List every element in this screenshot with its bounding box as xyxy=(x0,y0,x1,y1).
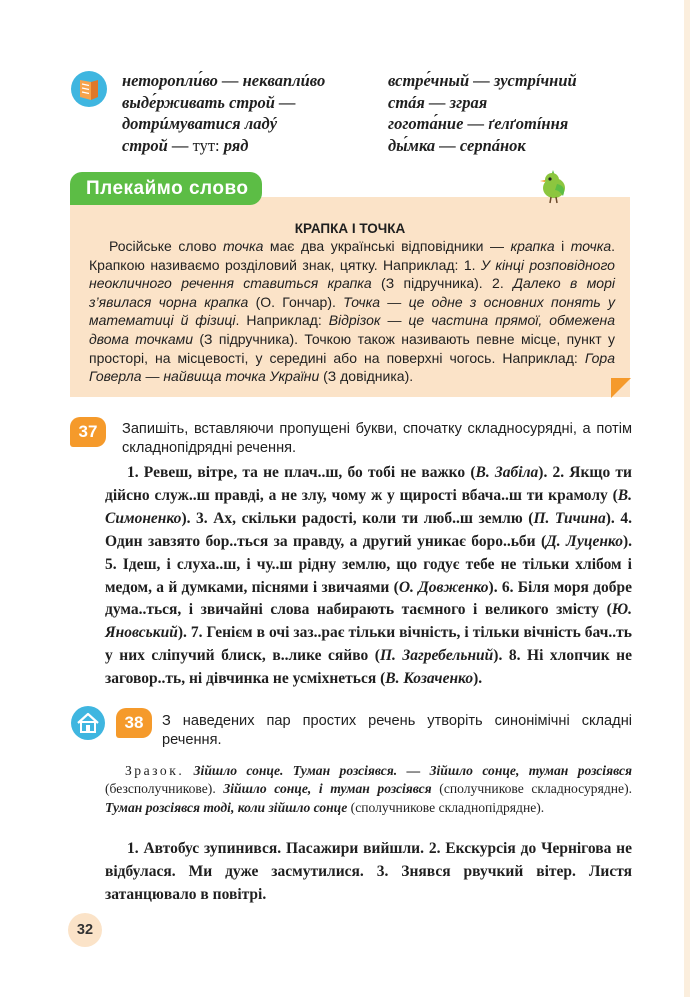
text-run: (З довідника). xyxy=(319,368,414,385)
sample-sentence: Зійшло сонце, і туман розсіявся xyxy=(223,781,432,797)
vocab-ru: строй xyxy=(122,135,168,155)
plekaimo-slovo-title: КРАПКА І ТОЧКА xyxy=(294,221,406,236)
sample-sentence: Зійшло сонце. Туман розсіявся. — Зійшло сонце, туман розсіявся xyxy=(193,763,633,778)
vocab-uk: зграя xyxy=(449,92,488,112)
corner-fold-icon xyxy=(611,378,631,398)
text-run: . Наприклад: xyxy=(235,312,329,329)
sentence: ). 2. Якщо ти дійсно служ..ш правді, а не злу, чому ж у щирості вбача..ш ти крамолу ( xyxy=(105,464,632,504)
italic-term: крапка xyxy=(510,238,555,254)
vocab-sep: — xyxy=(469,71,494,90)
vocab-row xyxy=(388,113,577,135)
vocab-row xyxy=(122,135,325,157)
sentence: ). 5. Ідеш, і слуха..ш, і чу..ш рідну землю, що годує тебе не тільки хлібом і медом, а й думками, піснями і звичаями ( xyxy=(105,532,632,596)
vocab-sep: — xyxy=(167,135,193,155)
sentence: ). 6. Біля моря добре дума..ться, і звичайні слова набирають таємного і великого змісту ( xyxy=(105,578,633,619)
vocab-uk: зустрíчний xyxy=(493,71,577,90)
italic-example: Точка — це одне з основних понять у математиці й фізиці xyxy=(89,293,615,329)
vocab-row xyxy=(122,70,325,92)
vocab-sep: — xyxy=(435,135,460,155)
author: В. Симоненко xyxy=(105,486,632,527)
italic-term: точка xyxy=(223,238,264,254)
text-run: (О. Гончар). xyxy=(248,293,344,310)
vocabulary-right-column xyxy=(388,70,577,156)
vocab-sep: — xyxy=(217,71,243,90)
vocab-sep: — xyxy=(463,114,489,133)
vocab-uk: дотрúмуватися ладý xyxy=(122,114,278,133)
sample-note: (сполучникове складнопідрядне). xyxy=(347,799,545,815)
page-edge-strip xyxy=(684,0,690,997)
text-run: і xyxy=(554,238,571,254)
italic-example: Далеко в морі з’явилася чорна крапка xyxy=(89,275,615,310)
italic-example: У кінці розповідного неокличного речення ставиться крапка xyxy=(89,256,615,292)
author: Д. Луценко xyxy=(546,532,623,550)
author: П. Тичина xyxy=(533,509,606,527)
text-run: має два українські відповідники — xyxy=(263,238,511,254)
sentence: ). 8. Ні хлопчик не заговор..ть, ні дівчинка не усміхнеться ( xyxy=(105,647,632,688)
sentence: ). 3. Ах, скільки радості, коли ти люб..ш землю ( xyxy=(181,509,534,527)
sample-note: (сполучникове складносурядне). xyxy=(431,781,633,797)
author: П. Загребельний xyxy=(379,647,494,665)
italic-example: Відрізок — це частина прямої, обмежена двома точками xyxy=(89,312,615,347)
vocab-row xyxy=(122,113,325,135)
bird-icon xyxy=(533,166,573,206)
vocab-sep: — xyxy=(424,92,450,112)
vocab-ru: стáя xyxy=(388,92,425,112)
author: В. Забіла xyxy=(475,464,539,481)
exercise-38-task: З наведених пар простих речень утворіть синонімічні складні речення. xyxy=(162,713,632,748)
vocab-row xyxy=(388,70,577,92)
exercise-37-task: Запишіть, вставляючи пропущені букви, спочатку складносурядні, а потім складнопідрядні речення. xyxy=(122,421,632,456)
author: О. Довженко xyxy=(398,578,489,596)
vocab-uk: ґелґотíння xyxy=(488,114,569,133)
text-run: . Крапкою називаємо розділовий знак, цятку. Наприклад: 1. xyxy=(89,238,615,273)
author: Ю. Яновський xyxy=(105,601,632,642)
exercise-37-badge: 37 xyxy=(70,417,106,447)
vocabulary-left-column xyxy=(122,70,325,156)
sentence: ). xyxy=(473,670,483,688)
plekaimo-slovo-heading: Плекаймо слово xyxy=(70,172,262,205)
home-task-icon xyxy=(70,705,106,741)
vocab-ru: встре́чный xyxy=(388,71,470,90)
vocab-ru: неторопли́во xyxy=(122,71,218,90)
vocab-uk: некваплúво xyxy=(242,71,326,90)
italic-term: точка xyxy=(570,238,612,254)
exercise-38-body: 1. Автобус зупинився. Пасажири вийшли. 2. Екскурсія до Чернігова не відбулася. Ми дуже засмутилися. 3. Знявся рвучкий вітер. Листя затанцювало в повітрі. xyxy=(105,840,632,903)
vocab-uk: серпáнок xyxy=(459,135,526,155)
sample-note: (безсполучникове). xyxy=(105,781,224,797)
exercise-38-badge: 38 xyxy=(116,708,152,738)
vocab-row xyxy=(122,92,325,114)
vocab-note: тут: xyxy=(192,135,224,155)
sentence: ). 7. Генієм в очі заз..рає тільки вічність, і тільки вічність бач..ть у них сліпучий блиск, в..лике сяйво ( xyxy=(105,624,632,665)
sentence: ). 4. Один завзято бор..ться за правду, а другий уникає боро..ьби ( xyxy=(105,509,632,550)
sample-sentence: Туман розсіявся тоді, коли зійшло сонце xyxy=(105,799,348,815)
vocab-uk: ряд xyxy=(223,135,249,155)
plekaimo-slovo-text xyxy=(89,237,615,386)
sample-label: Зразок. xyxy=(125,763,185,778)
vocab-row xyxy=(388,92,577,114)
text-run: (З підручника). 2. xyxy=(371,275,514,292)
exercise-37-body xyxy=(105,462,632,691)
text-run: Російське слово xyxy=(109,238,224,254)
vocab-row xyxy=(388,135,577,157)
exercise-38-sample xyxy=(105,762,632,817)
page-number: 32 xyxy=(68,913,102,947)
vocab-ru: ды́мка xyxy=(388,135,436,155)
vocab-sep: — xyxy=(274,92,296,112)
italic-example: Гора Говерла — найвища точка України xyxy=(89,349,615,385)
book-icon xyxy=(70,70,108,108)
author: В. Козаченко xyxy=(385,670,474,688)
text-run: (З підручника). Точкою також називають певне місце, пункт у просторі, на місцевості, у середині або на поверхні чогось. Наприклад: xyxy=(89,330,615,366)
vocab-ru: выде́рживать строй xyxy=(122,92,275,112)
sentence: 1. Ревеш, вітре, та не плач..ш, бо тобі не важко ( xyxy=(127,464,476,481)
vocab-ru: гогота́ние xyxy=(388,114,464,133)
